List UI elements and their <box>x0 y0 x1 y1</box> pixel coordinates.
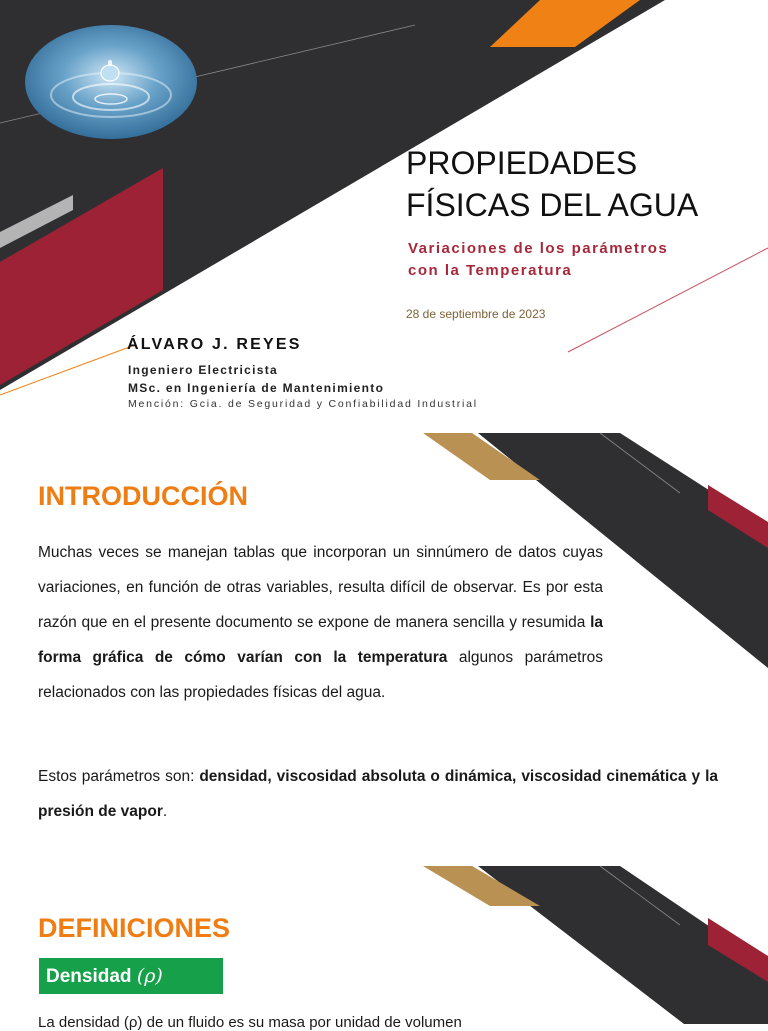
subtitle-line-1: Variaciones de los parámetros <box>408 240 669 257</box>
document-date: 28 de septiembre de 2023 <box>406 307 546 321</box>
intro-paragraph-1 <box>38 535 603 710</box>
intro-p1-text-a: Muchas veces se manejan tablas que incorporan un sinnúmero de datos cuyas variaciones, en función de otras variables, resulta difícil de observar. Es por esta razón que en el presente documento se expone de manera sencilla y resumida <box>38 544 603 631</box>
intro-paragraph-2 <box>38 759 718 829</box>
document-title <box>406 142 698 226</box>
density-badge-symbol: (ρ) <box>136 965 163 987</box>
subtitle-line-2: con la Temperatura <box>408 262 573 279</box>
author-name: ÁLVARO J. REYES <box>127 336 302 353</box>
density-badge-label: Densidad <box>46 966 132 987</box>
intro-p2-text-b: . <box>162 803 168 820</box>
author-role-2: MSc. en Ingeniería de Mantenimiento <box>128 381 385 395</box>
intro-p2-text-a: Estos parámetros son: <box>38 768 200 785</box>
author-role-1: Ingeniero Electricista <box>128 363 278 377</box>
author-mention: Mención: Gcia. de Seguridad y Confiabilidad Industrial <box>128 398 478 410</box>
density-badge <box>39 958 223 994</box>
intro-heading: INTRODUCCIÓN <box>38 481 248 511</box>
density-definition-text: La densidad (ρ) de un fluido es su masa por unidad de volumen <box>38 1014 462 1031</box>
intro-p1-bold: la forma gráfica de cómo varían con la temperatura <box>38 614 603 666</box>
intro-p1-text-b: algunos parámetros relacionados con las propiedades físicas del agua. <box>38 649 603 701</box>
intro-p2-bold: densidad, viscosidad absoluta o dinámica, viscosidad cinemática y la presión de vapor <box>38 768 718 820</box>
water-drop-image <box>25 25 197 139</box>
title-line-2: FÍSICAS DEL AGUA <box>406 187 699 223</box>
title-line-1: PROPIEDADES <box>406 145 638 181</box>
document-subtitle <box>408 238 668 282</box>
definitions-heading: DEFINICIONES <box>38 913 231 943</box>
